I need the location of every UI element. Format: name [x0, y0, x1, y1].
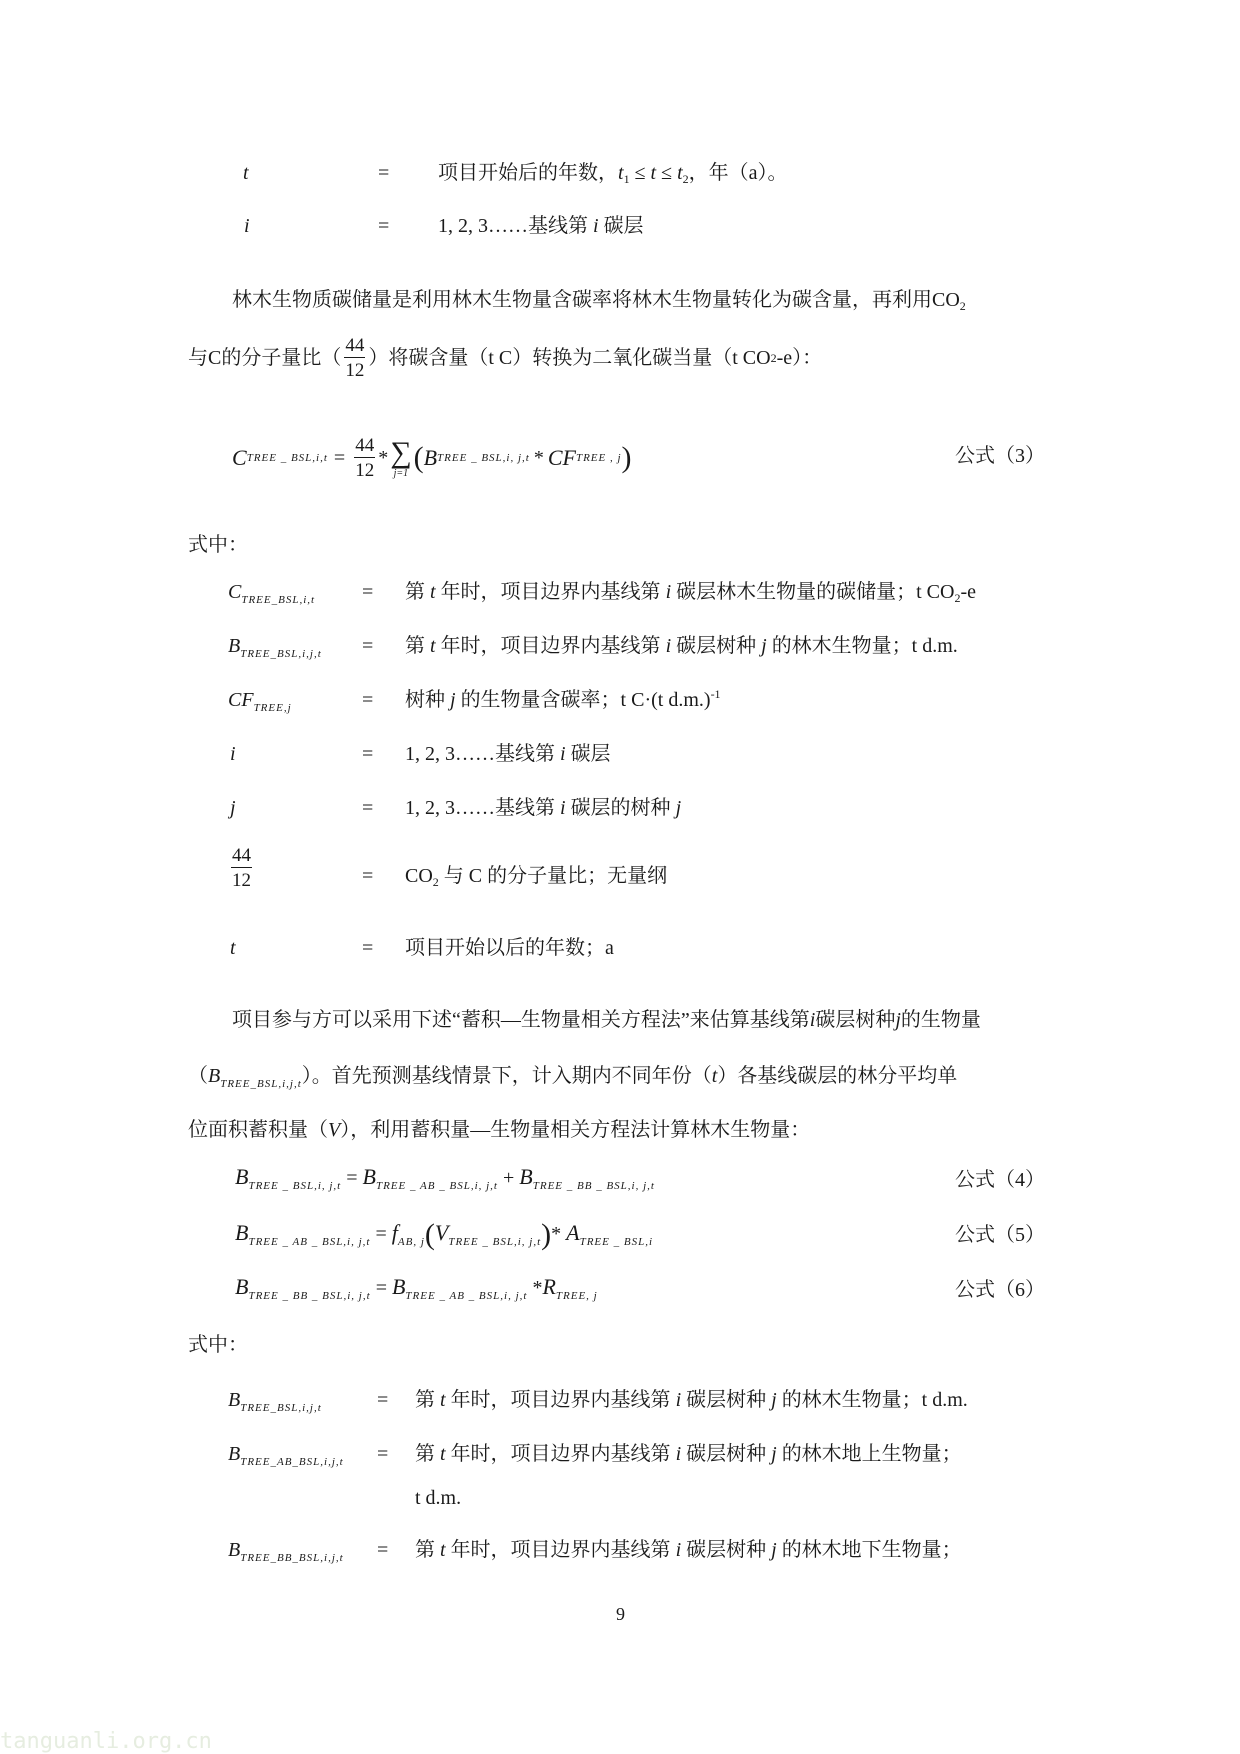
definition-c-tree-bsl: 第 t 年时，项目边界内基线第 i 碳层林木生物量的碳储量；t $CO_2-e$ — [405, 581, 977, 605]
symbol-t: t — [230, 937, 236, 959]
equals-sign: = — [362, 689, 374, 711]
symbol-b-tree-bsl: $B_{TREE\_BSL,i,j,t}$ — [228, 635, 322, 660]
symbol-cf-tree: $CF_{TREE,j}$ — [228, 689, 292, 714]
equals-sign: = — [377, 1539, 389, 1561]
equals-sign: = — [362, 797, 374, 819]
equals-sign: = — [378, 215, 390, 237]
watermark: tanguanli.org.cn — [0, 1729, 212, 1754]
definition-cf-tree: 树种 j 的生物量含碳率；t C·(t d.m.)$^{-1}$ — [405, 687, 721, 711]
equals-sign: = — [362, 743, 374, 765]
symbol-fraction-44-12: $\frac{44}{12}$ — [232, 845, 251, 891]
definition-b-tree-ab-bsl: 第 t 年时，项目边界内基线第 i 碳层树种 j 的林木地上生物量； — [415, 1443, 962, 1465]
summation-symbol: ∑ j=1 — [390, 435, 412, 479]
symbol-c-tree-bsl: $C_{TREE\_BSL,i,t}$ — [228, 581, 316, 606]
paragraph-1-line-1: 林木生物质碳储量是利用林木生物量含碳率将林木生物量转化为碳含量，再利用$CO_2$ — [232, 289, 966, 313]
definition-b-tree-bb-bsl: 第 t 年时，项目边界内基线第 i 碳层树种 j 的林木地下生物量； — [415, 1539, 962, 1561]
equals-sign: = — [362, 937, 374, 959]
definition-t: 项目开始后的年数，$t_1 \le t \le t_2$，年（a）。 — [438, 162, 788, 186]
definition-b-tree-bsl: 第 t 年时，项目边界内基线第 i 碳层树种 j 的林木生物量；t d.m. — [415, 1389, 968, 1411]
paragraph-2-line-2: $(B_{TREE\_BSL,i,j,t})$。首先预测基线情景下，计入期内不同年份（t）各基线碳层的林分平均单 — [188, 1065, 958, 1090]
symbol-i: i — [230, 743, 236, 765]
paragraph-1-line-2: 与C的分子量比（ $\frac{44}{12}$ ）将碳含量（t C）转换为二氧化碳当量（t CO 2 -e）： — [188, 335, 823, 381]
definition-continuation: t d.m. — [415, 1487, 462, 1509]
formula-4: $B_{TREE \_ BSL,i, j,t} = B_{TREE \_ AB \_ BSL,i, j,t} + B_{TREE \_ BB \_ BSL,i, j,t}$ — [235, 1164, 655, 1192]
formula-6: $B_{TREE \_ BB \_ BSL,i, j,t} = B_{TREE \_ AB \_ BSL,i, j,t}$ $*R_{TREE, j}$ — [235, 1274, 598, 1302]
formula-3-label: 公式（3） — [955, 445, 1045, 467]
formula-5: $B_{TREE \_ AB \_ BSL,i, j,t} = f_{AB, j}(V_{TREE \_ BSL,i, j,t})*$ $A_{TREE \_ BSL,i}$ — [235, 1218, 653, 1251]
equals-sign: = — [378, 162, 390, 184]
symbol-b-tree-ab-bsl: $B_{TREE\_AB\_BSL,i,j,t}$ — [228, 1443, 344, 1468]
definition-t: 项目开始以后的年数；a — [405, 937, 614, 959]
formula-3: C TREE _ BSL,i,t = $\frac{44}{12}$ * ∑ j=1 ( B TREE _ BSL,i, j,t * CF TREE , j ) — [232, 435, 632, 481]
paragraph-2-line-3: 位面积蓄积量（V），利用蓄积量—生物量相关方程法计算林木生物量： — [188, 1119, 811, 1141]
definition-i: 1, 2, 3……基线第 i 碳层 — [405, 743, 611, 765]
equals-sign: = — [362, 581, 374, 603]
symbol-t: t — [243, 162, 249, 184]
symbol-b-tree-bb-bsl: $B_{TREE\_BB\_BSL,i,j,t}$ — [228, 1539, 344, 1564]
fraction-44-12: $\frac{44}{12}$ — [345, 335, 365, 381]
where-label: 式中： — [188, 534, 248, 556]
symbol-i: i — [244, 215, 250, 237]
definition-j: 1, 2, 3……基线第 i 碳层的树种 j — [405, 797, 682, 819]
formula-4-label: 公式（4） — [955, 1169, 1045, 1191]
symbol-b-tree-bsl: $B_{TREE\_BSL,i,j,t}$ — [228, 1389, 322, 1414]
symbol-j: j — [230, 797, 236, 819]
formula-5-label: 公式（5） — [955, 1224, 1045, 1246]
equals-sign: = — [377, 1443, 389, 1465]
where-label: 式中： — [188, 1334, 248, 1356]
definition-b-tree-bsl: 第 t 年时，项目边界内基线第 i 碳层树种 j 的林木生物量；t d.m. — [405, 635, 958, 657]
definition-44-12: $CO_2$ 与 C 的分子量比；无量纲 — [405, 865, 668, 889]
equals-sign: = — [377, 1389, 389, 1411]
definition-i: 1, 2, 3……基线第 i 碳层 — [438, 215, 644, 237]
equals-sign: = — [362, 865, 374, 887]
equals-sign: = — [362, 635, 374, 657]
paragraph-2-line-1: 项目参与方可以采用下述“蓄积—生物量相关方程法”来估算基线第i碳层树种j的生物量 — [232, 1009, 981, 1031]
formula-6-label: 公式（6） — [955, 1279, 1045, 1301]
page-number: 9 — [616, 1604, 625, 1624]
